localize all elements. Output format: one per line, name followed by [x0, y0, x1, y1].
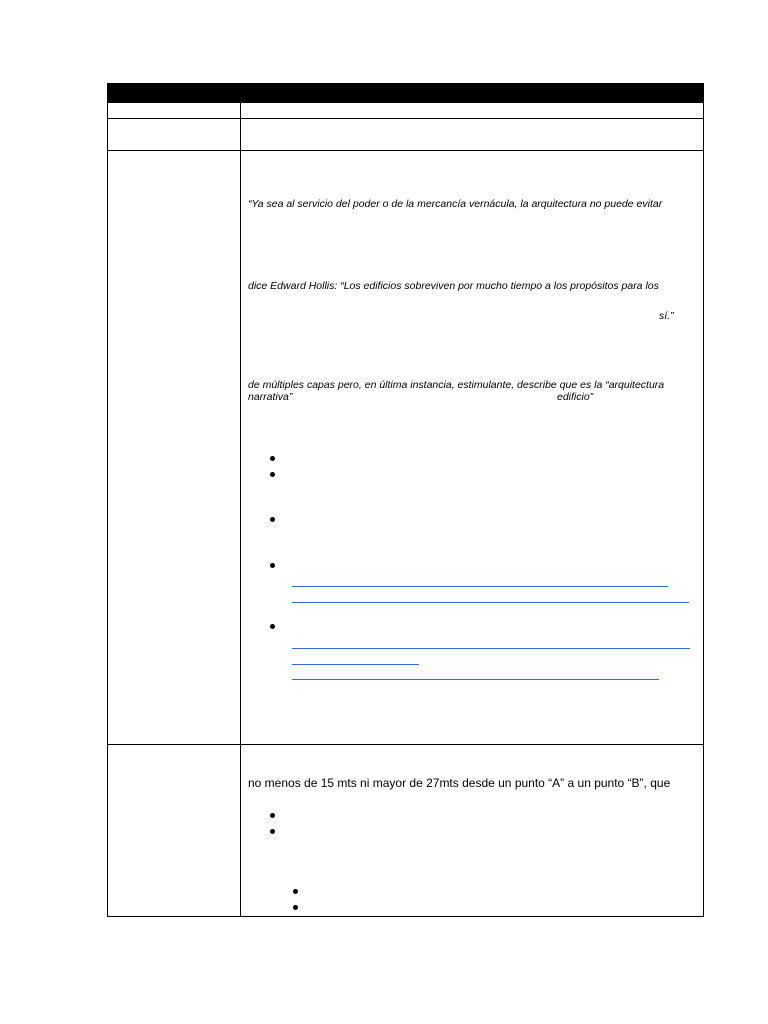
bullet-point: [270, 813, 275, 818]
quote-text: de múltiples capas pero, en última instancia, estimulante, describe que es la “arquitectura: [248, 379, 665, 391]
column-divider: [240, 102, 241, 917]
table-left-border: [107, 102, 108, 917]
bullet-point: [270, 829, 275, 834]
hyperlink-underline[interactable]: [292, 586, 668, 587]
bullet-point: [270, 624, 275, 629]
row-divider: [107, 102, 704, 103]
quote-text: narrativa”: [248, 391, 293, 403]
row-divider: [107, 744, 704, 745]
row-divider: [107, 150, 704, 151]
hyperlink-underline[interactable]: [292, 664, 419, 665]
bullet-point: [270, 456, 275, 461]
quote-text: dice Edward Hollis: “Los edificios sobreviven por mucho tiempo a los propósitos para los: [248, 280, 659, 292]
bullet-point: [293, 889, 298, 894]
exercise-text: no menos de 15 mts ni mayor de 27mts desde un punto “A” a un punto “B”, que: [248, 776, 671, 790]
row-divider: [107, 118, 704, 119]
table-header-bar: [107, 83, 704, 102]
table-bottom-border: [107, 916, 704, 917]
hyperlink-underline[interactable]: [292, 602, 689, 603]
bullet-point: [270, 517, 275, 522]
quote-text: edificio”: [557, 391, 594, 403]
bullet-point: [293, 905, 298, 910]
hyperlink-underline[interactable]: [292, 648, 690, 649]
hyperlink-underline[interactable]: [292, 679, 659, 680]
bullet-point: [270, 563, 275, 568]
document-table: [107, 83, 704, 917]
quote-text: sí.”: [659, 310, 674, 322]
table-right-border: [703, 102, 704, 917]
quote-text: “Ya sea al servicio del poder o de la mercancía vernácula, la arquitectura no puede evitar: [248, 198, 663, 210]
bullet-point: [270, 472, 275, 477]
